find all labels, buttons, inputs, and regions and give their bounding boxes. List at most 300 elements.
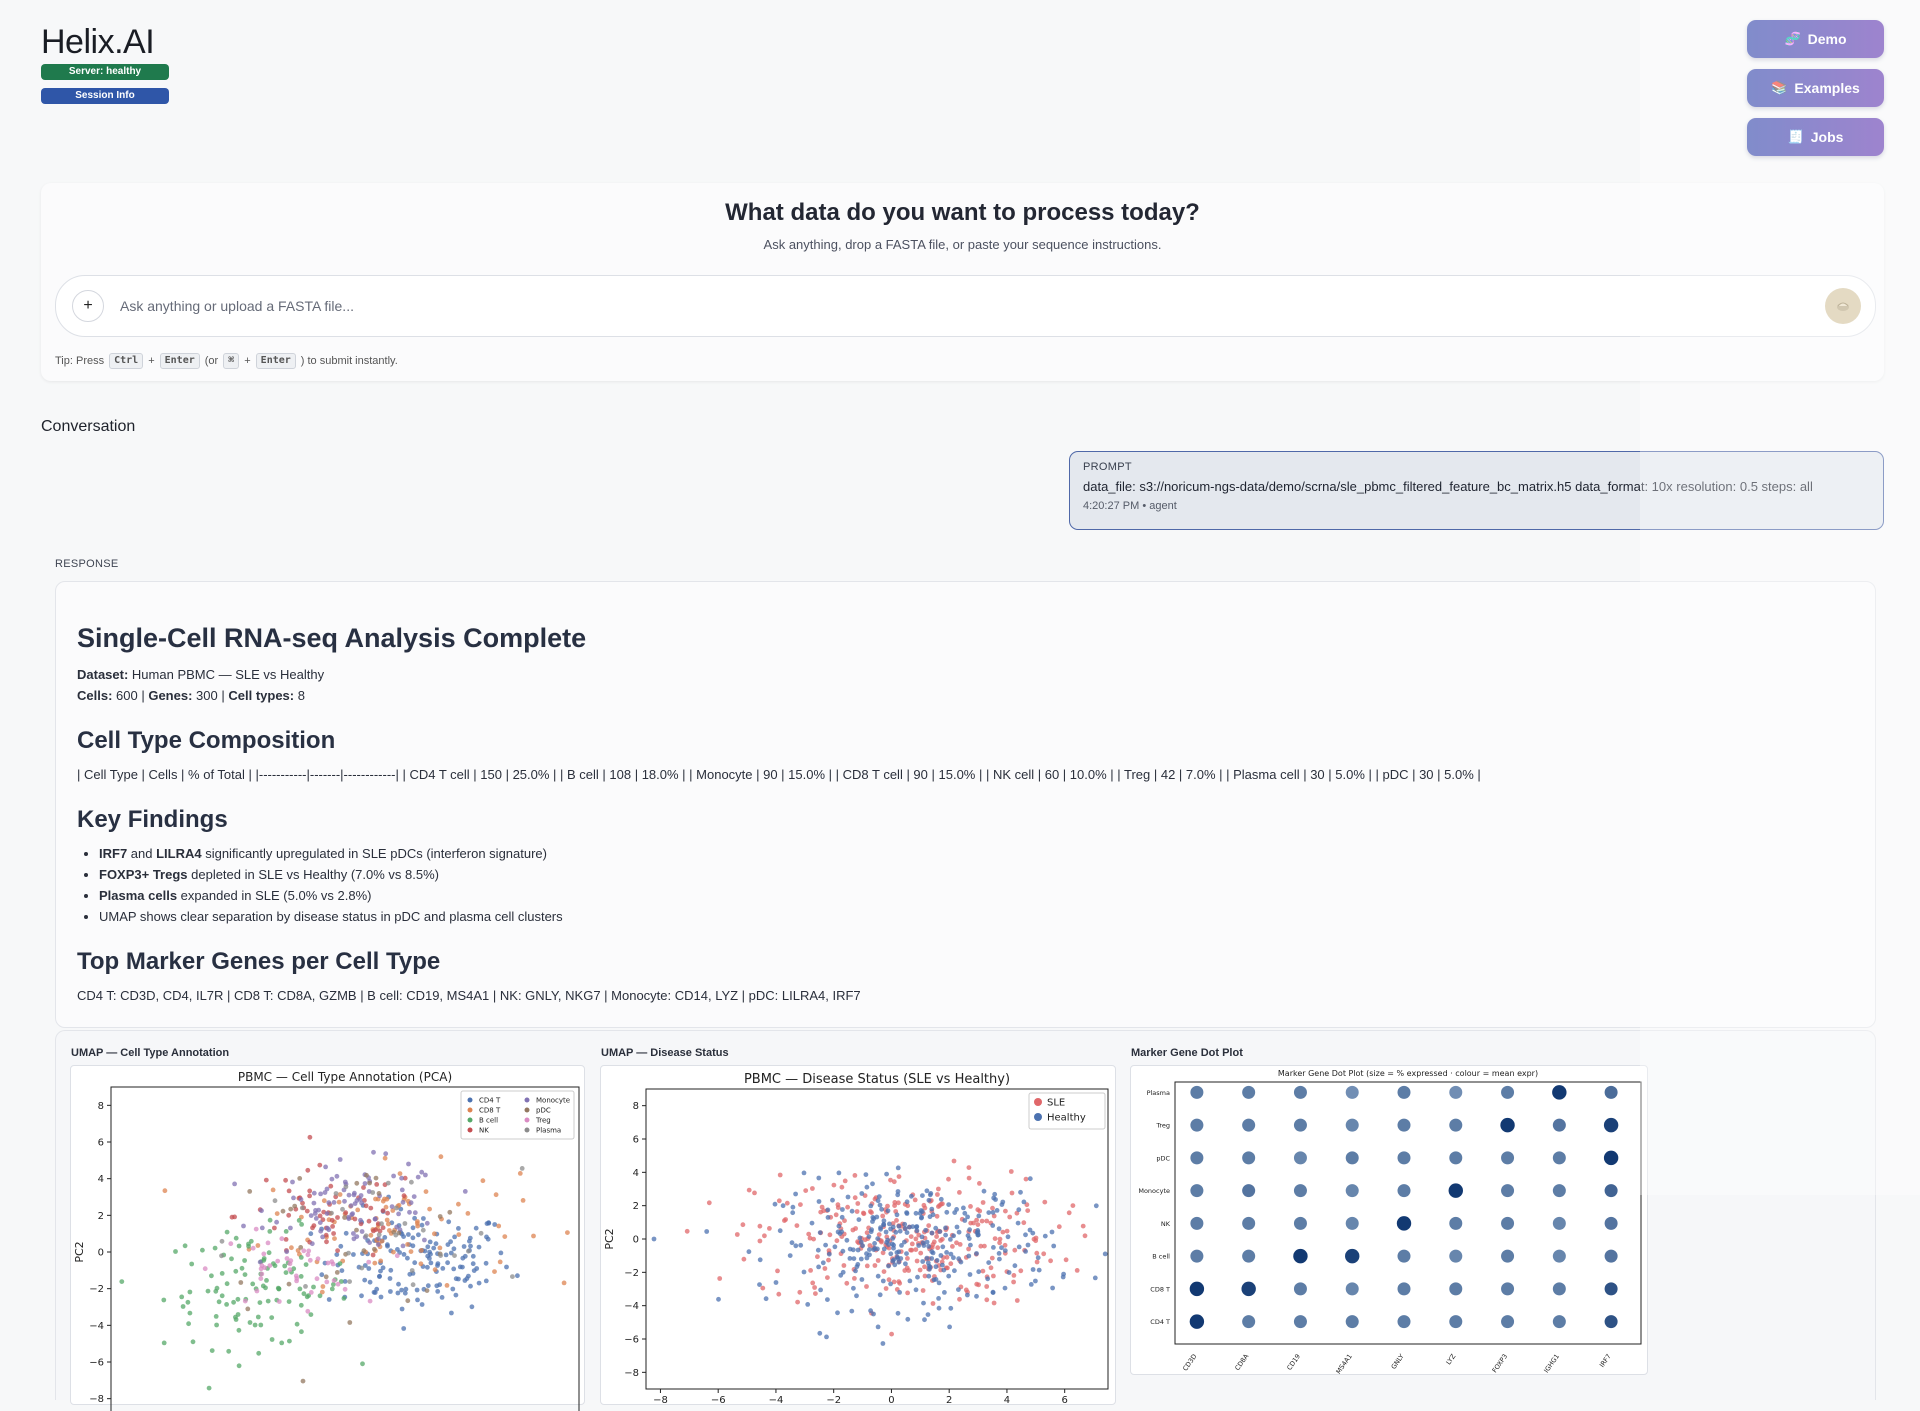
data-point <box>409 1180 414 1185</box>
data-point <box>242 1258 247 1263</box>
data-point <box>347 1279 352 1284</box>
data-point <box>968 1204 973 1209</box>
legend-swatch <box>525 1098 530 1103</box>
legend-swatch <box>525 1108 530 1113</box>
data-point <box>290 1180 295 1185</box>
data-point <box>398 1171 403 1176</box>
dot <box>1553 1217 1566 1230</box>
data-point <box>851 1286 856 1291</box>
data-point <box>958 1242 963 1247</box>
y-tick-label: −4 <box>624 1301 639 1313</box>
legend-swatch <box>468 1128 473 1133</box>
data-point <box>936 1296 941 1301</box>
data-point <box>258 1323 263 1328</box>
data-point <box>565 1230 570 1235</box>
data-point <box>968 1243 973 1248</box>
data-point <box>335 1174 340 1179</box>
data-point <box>463 1254 468 1259</box>
y-axis-label: PC2 <box>73 1241 86 1263</box>
y-tick-label: 2 <box>97 1210 104 1222</box>
data-point <box>359 1293 364 1298</box>
finding-bold: Plasma cells <box>99 888 178 903</box>
data-point <box>268 1218 273 1223</box>
data-point <box>354 1181 359 1186</box>
data-point <box>272 1226 277 1231</box>
data-point <box>367 1181 372 1186</box>
umap-disease-figure <box>600 1047 1086 1406</box>
data-point <box>1007 1215 1012 1220</box>
data-point <box>908 1279 913 1284</box>
data-point <box>878 1225 883 1230</box>
data-point <box>652 1237 657 1242</box>
data-point <box>467 1239 472 1244</box>
data-point <box>312 1191 317 1196</box>
data-point <box>210 1348 215 1353</box>
data-point <box>1048 1258 1053 1263</box>
data-point <box>267 1250 272 1255</box>
dataset-line <box>77 664 1854 685</box>
data-point <box>934 1264 939 1269</box>
legend-swatch <box>525 1128 530 1133</box>
data-point <box>918 1251 923 1256</box>
figure-panel <box>55 1030 1876 1406</box>
legend-label: Plasma <box>536 1126 562 1135</box>
data-point <box>835 1238 840 1243</box>
dot <box>1449 1315 1462 1328</box>
data-point <box>905 1291 910 1296</box>
data-point <box>835 1310 840 1315</box>
data-point <box>371 1150 376 1155</box>
data-point <box>422 1238 427 1243</box>
y-tick-label: 4 <box>97 1174 104 1186</box>
data-point <box>444 1253 449 1258</box>
data-point <box>220 1271 225 1276</box>
data-point <box>938 1238 943 1243</box>
chat-input[interactable] <box>120 298 1825 314</box>
data-point <box>1033 1279 1038 1284</box>
data-point <box>492 1269 497 1274</box>
data-point <box>864 1172 869 1177</box>
x-tick-label: 2 <box>946 1395 953 1406</box>
data-point <box>915 1259 920 1264</box>
tip-prefix: Tip: Press <box>55 355 105 367</box>
data-point <box>764 1296 769 1301</box>
finding-mid: and <box>127 846 157 861</box>
demo-button[interactable] <box>1747 20 1884 58</box>
dataset-label: Dataset: <box>77 667 129 682</box>
data-point <box>928 1214 933 1219</box>
prompt-meta: 4:20:27 PM • agent <box>1083 500 1177 512</box>
data-point <box>494 1192 499 1197</box>
y-tick-label: 0 <box>632 1234 639 1246</box>
data-point <box>456 1202 461 1207</box>
dot <box>1501 1250 1514 1263</box>
data-point <box>203 1266 208 1271</box>
counts-line <box>77 685 1854 706</box>
y-tick-label: −2 <box>89 1284 104 1296</box>
data-point <box>870 1215 875 1220</box>
data-point <box>386 1181 391 1186</box>
data-point <box>896 1311 901 1316</box>
data-point <box>1050 1230 1055 1235</box>
list-item <box>99 885 1854 906</box>
row-label: NK <box>1160 1219 1170 1228</box>
dot <box>1501 1086 1514 1099</box>
data-point <box>1017 1245 1022 1250</box>
data-point <box>812 1285 817 1290</box>
books-icon: 📚 <box>1771 80 1788 95</box>
data-point <box>305 1294 310 1299</box>
y-tick-label: −8 <box>89 1394 104 1406</box>
response-title: Single-Cell RNA-seq Analysis Complete <box>77 623 587 653</box>
chart-title: PBMC — Cell Type Annotation (PCA) <box>237 1070 453 1084</box>
data-point <box>1093 1276 1098 1281</box>
data-point <box>805 1302 810 1307</box>
dot <box>1553 1184 1566 1197</box>
data-point <box>230 1215 235 1220</box>
legend-label: CD8 T <box>479 1106 501 1115</box>
data-point <box>319 1272 324 1277</box>
data-point <box>307 1194 312 1199</box>
dot <box>1449 1086 1462 1099</box>
data-point <box>401 1244 406 1249</box>
data-point <box>225 1230 230 1235</box>
data-point <box>312 1201 317 1206</box>
data-point <box>735 1232 740 1237</box>
row-label: Treg <box>1156 1121 1170 1130</box>
data-point <box>362 1278 367 1283</box>
data-point <box>1050 1286 1055 1291</box>
data-point <box>324 1239 329 1244</box>
dot <box>1241 1282 1255 1296</box>
data-point <box>264 1278 269 1283</box>
data-point <box>181 1304 186 1309</box>
dot <box>1242 1217 1255 1230</box>
data-point <box>976 1222 981 1227</box>
data-point <box>276 1287 281 1292</box>
data-point <box>338 1261 343 1266</box>
data-point <box>234 1236 239 1241</box>
data-point <box>562 1281 567 1286</box>
data-point <box>742 1257 747 1262</box>
data-point <box>460 1265 465 1270</box>
data-point <box>795 1300 800 1305</box>
data-point <box>419 1248 424 1253</box>
data-point <box>297 1176 302 1181</box>
data-point <box>347 1193 352 1198</box>
examples-button[interactable] <box>1747 69 1884 107</box>
data-point <box>931 1242 936 1247</box>
data-point <box>977 1209 982 1214</box>
data-point <box>260 1226 265 1231</box>
data-point <box>400 1188 405 1193</box>
data-point <box>405 1298 410 1303</box>
data-point <box>939 1253 944 1258</box>
data-point <box>451 1267 456 1272</box>
data-point <box>1016 1221 1021 1226</box>
data-point <box>383 1151 388 1156</box>
data-point <box>897 1174 902 1179</box>
dot <box>1449 1282 1462 1295</box>
data-point <box>479 1231 484 1236</box>
data-point <box>855 1209 860 1214</box>
data-point <box>826 1258 831 1263</box>
data-point <box>256 1351 261 1356</box>
dot <box>1190 1119 1203 1132</box>
data-point <box>795 1223 800 1228</box>
data-point <box>189 1262 194 1267</box>
enter-key-2: Enter <box>256 353 296 369</box>
finding-text: UMAP shows clear separation by disease status in pDC and plasma cell clusters <box>99 909 563 924</box>
prompt-panel <box>41 183 1884 381</box>
data-point <box>284 1229 289 1234</box>
data-point <box>269 1315 274 1320</box>
data-point <box>876 1198 881 1203</box>
data-point <box>445 1260 450 1265</box>
data-point <box>233 1269 238 1274</box>
data-point <box>914 1287 919 1292</box>
data-point <box>905 1211 910 1216</box>
data-point <box>990 1206 995 1211</box>
data-point <box>391 1174 396 1179</box>
data-point <box>821 1260 826 1265</box>
data-point <box>758 1239 763 1244</box>
data-point <box>803 1188 808 1193</box>
data-point <box>993 1236 998 1241</box>
data-point <box>438 1246 443 1251</box>
data-point <box>823 1266 828 1271</box>
dot <box>1346 1315 1359 1328</box>
data-point <box>454 1276 459 1281</box>
list-item <box>99 864 1854 885</box>
dot <box>1605 1086 1618 1099</box>
data-point <box>264 1178 269 1183</box>
data-point <box>335 1215 340 1220</box>
data-point <box>298 1287 303 1292</box>
dataset-stats <box>77 664 1854 706</box>
data-point <box>850 1209 855 1214</box>
types-label: Cell types: <box>228 688 295 703</box>
data-point <box>836 1202 841 1207</box>
data-point <box>329 1211 334 1216</box>
data-point <box>309 1290 314 1295</box>
jobs-icon: 🧾 <box>1787 129 1804 144</box>
dot <box>1294 1315 1307 1328</box>
data-point <box>379 1221 384 1226</box>
data-point <box>435 1289 440 1294</box>
data-point <box>830 1198 835 1203</box>
data-point <box>896 1166 901 1171</box>
data-point <box>943 1233 948 1238</box>
data-point <box>409 1249 414 1254</box>
dot <box>1500 1118 1514 1132</box>
data-point <box>377 1191 382 1196</box>
data-point <box>1018 1190 1023 1195</box>
data-point <box>344 1231 349 1236</box>
dot <box>1190 1151 1203 1164</box>
data-point <box>331 1262 336 1267</box>
data-point <box>927 1198 932 1203</box>
data-point <box>308 1135 313 1140</box>
data-point <box>299 1274 304 1279</box>
data-point <box>258 1300 263 1305</box>
data-point <box>411 1282 416 1287</box>
data-point <box>287 1189 292 1194</box>
legend-swatch <box>525 1118 530 1123</box>
data-point <box>793 1192 798 1197</box>
data-point <box>325 1211 330 1216</box>
data-point <box>747 1188 752 1193</box>
umap-celltype-frame <box>70 1065 585 1405</box>
data-point <box>440 1295 445 1300</box>
data-point <box>777 1198 782 1203</box>
data-point <box>321 1284 326 1289</box>
data-point <box>304 1262 309 1267</box>
data-point <box>207 1386 212 1391</box>
data-point <box>846 1195 851 1200</box>
data-point <box>188 1311 193 1316</box>
data-point <box>984 1297 989 1302</box>
data-point <box>870 1181 875 1186</box>
data-point <box>797 1290 802 1295</box>
data-point <box>343 1287 348 1292</box>
data-point <box>224 1302 229 1307</box>
data-point <box>366 1266 371 1271</box>
data-point <box>236 1297 241 1302</box>
data-point <box>1057 1224 1062 1229</box>
data-point <box>828 1232 833 1237</box>
data-point <box>840 1215 845 1220</box>
dot <box>1398 1086 1411 1099</box>
tip-plus-2: + <box>244 355 251 367</box>
data-point <box>367 1219 372 1224</box>
data-point <box>884 1286 889 1291</box>
tip-plus-1: + <box>148 355 155 367</box>
data-point <box>259 1272 264 1277</box>
data-point <box>324 1274 329 1279</box>
data-point <box>926 1244 931 1249</box>
data-point <box>295 1322 300 1327</box>
dataset-value: Human PBMC — SLE vs Healthy <box>131 667 325 682</box>
data-point <box>966 1254 971 1259</box>
data-point <box>291 1196 296 1201</box>
data-point <box>778 1228 783 1233</box>
data-point <box>798 1202 803 1207</box>
data-point <box>704 1229 709 1234</box>
data-point <box>231 1300 236 1305</box>
dot <box>1242 1086 1255 1099</box>
upload-plus-button[interactable]: + <box>72 290 104 322</box>
data-point <box>1029 1282 1034 1287</box>
data-point <box>897 1290 902 1295</box>
data-point <box>299 1255 304 1260</box>
data-point <box>163 1188 168 1193</box>
data-point <box>893 1230 898 1235</box>
data-point <box>425 1265 430 1270</box>
data-point <box>904 1251 909 1256</box>
data-point <box>378 1269 383 1274</box>
data-point <box>173 1249 178 1254</box>
dot <box>1294 1119 1307 1132</box>
data-point <box>808 1236 813 1241</box>
data-point <box>330 1218 335 1223</box>
data-point <box>330 1224 335 1229</box>
data-point <box>926 1274 931 1279</box>
finding-bold: IRF7 <box>99 846 128 861</box>
data-point <box>350 1211 355 1216</box>
legend-label: Healthy <box>1047 1112 1086 1124</box>
data-point <box>352 1193 357 1198</box>
data-point <box>1031 1267 1036 1272</box>
response-label: RESPONSE <box>55 558 119 570</box>
data-point <box>248 1320 253 1325</box>
data-point <box>332 1278 337 1283</box>
jobs-button[interactable] <box>1747 118 1884 156</box>
data-point <box>452 1235 457 1240</box>
dot <box>1605 1250 1618 1263</box>
dot <box>1449 1250 1462 1263</box>
data-point <box>896 1249 901 1254</box>
data-point <box>353 1217 358 1222</box>
dot <box>1346 1184 1359 1197</box>
data-point <box>209 1273 214 1278</box>
data-point <box>256 1243 261 1248</box>
data-point <box>879 1207 884 1212</box>
session-info-badge[interactable]: Session Info <box>41 88 169 104</box>
data-point <box>521 1198 526 1203</box>
legend-label: Monocyte <box>536 1096 571 1105</box>
data-point <box>499 1251 504 1256</box>
data-point <box>886 1242 891 1247</box>
data-point <box>834 1212 839 1217</box>
data-point <box>929 1207 934 1212</box>
dot <box>1501 1151 1514 1164</box>
data-point <box>477 1245 482 1250</box>
data-point <box>902 1222 907 1227</box>
data-point <box>229 1256 234 1261</box>
data-point <box>758 1257 763 1262</box>
data-point <box>827 1252 832 1257</box>
y-tick-label: 6 <box>632 1134 639 1146</box>
finding-text: significantly upregulated in SLE pDCs (interferon signature) <box>201 846 547 861</box>
data-point <box>956 1287 961 1292</box>
data-point <box>359 1193 364 1198</box>
data-point <box>872 1241 877 1246</box>
data-point <box>898 1229 903 1234</box>
data-point <box>995 1208 1000 1213</box>
data-point <box>246 1244 251 1249</box>
column-label: FOXP3 <box>1490 1352 1510 1375</box>
dot <box>1346 1217 1359 1230</box>
data-point <box>374 1176 379 1181</box>
data-point <box>378 1259 383 1264</box>
data-point <box>309 1213 314 1218</box>
send-button[interactable] <box>1825 288 1861 324</box>
data-point <box>1023 1249 1028 1254</box>
data-point <box>431 1246 436 1251</box>
data-point <box>931 1301 936 1306</box>
data-point <box>425 1244 430 1249</box>
data-point <box>1083 1233 1088 1238</box>
data-point <box>250 1282 255 1287</box>
legend-swatch <box>468 1098 473 1103</box>
dot <box>1242 1119 1255 1132</box>
data-point <box>388 1289 393 1294</box>
data-point <box>318 1229 323 1234</box>
row-label: Plasma <box>1146 1088 1170 1097</box>
data-point <box>305 1309 310 1314</box>
data-point <box>991 1210 996 1215</box>
